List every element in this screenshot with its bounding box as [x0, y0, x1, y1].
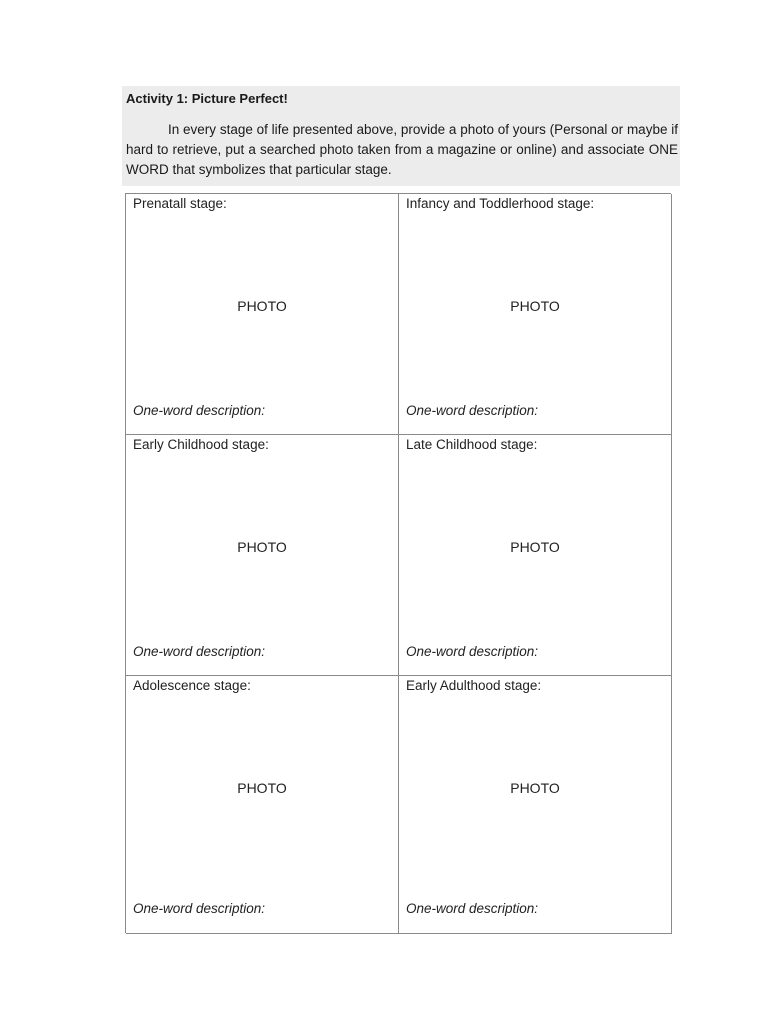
photo-placeholder: PHOTO — [510, 780, 560, 796]
one-word-description-label: One-word description: — [406, 901, 539, 916]
stage-label: Infancy and Toddlerhood stage: — [406, 196, 595, 211]
stage-cell-infancy-toddlerhood — [399, 194, 672, 435]
one-word-description-label: One-word description: — [133, 403, 266, 418]
stage-cell-prenatal — [126, 194, 399, 435]
stage-label: Early Childhood stage: — [133, 437, 269, 452]
activity-title: Activity 1: Picture Perfect! — [126, 91, 288, 106]
one-word-description-label: One-word description: — [133, 644, 266, 659]
photo-placeholder: PHOTO — [237, 539, 287, 555]
photo-placeholder: PHOTO — [510, 298, 560, 314]
one-word-description-label: One-word description: — [133, 901, 266, 916]
stage-label: Adolescence stage: — [133, 678, 251, 693]
stage-cell-adolescence — [126, 676, 399, 934]
stage-label: Late Childhood stage: — [406, 437, 538, 452]
one-word-description-label: One-word description: — [406, 403, 539, 418]
stage-cell-early-childhood — [126, 435, 399, 676]
photo-placeholder: PHOTO — [237, 298, 287, 314]
photo-placeholder: PHOTO — [510, 539, 560, 555]
stage-label: Early Adulthood stage: — [406, 678, 542, 693]
stage-label: Prenatall stage: — [133, 196, 227, 211]
stage-cell-late-childhood — [399, 435, 672, 676]
activity-instructions — [126, 120, 678, 180]
life-stages-table — [125, 193, 671, 933]
photo-placeholder: PHOTO — [237, 780, 287, 796]
stage-cell-early-adulthood — [399, 676, 672, 934]
one-word-description-label: One-word description: — [406, 644, 539, 659]
instructions-text: In every stage of life presented above, provide a photo of yours (Personal or maybe if hard to retrieve, put a searched photo taken from a magazine or online) and associate ONE WORD that symbolizes that particular stage. — [126, 122, 678, 177]
